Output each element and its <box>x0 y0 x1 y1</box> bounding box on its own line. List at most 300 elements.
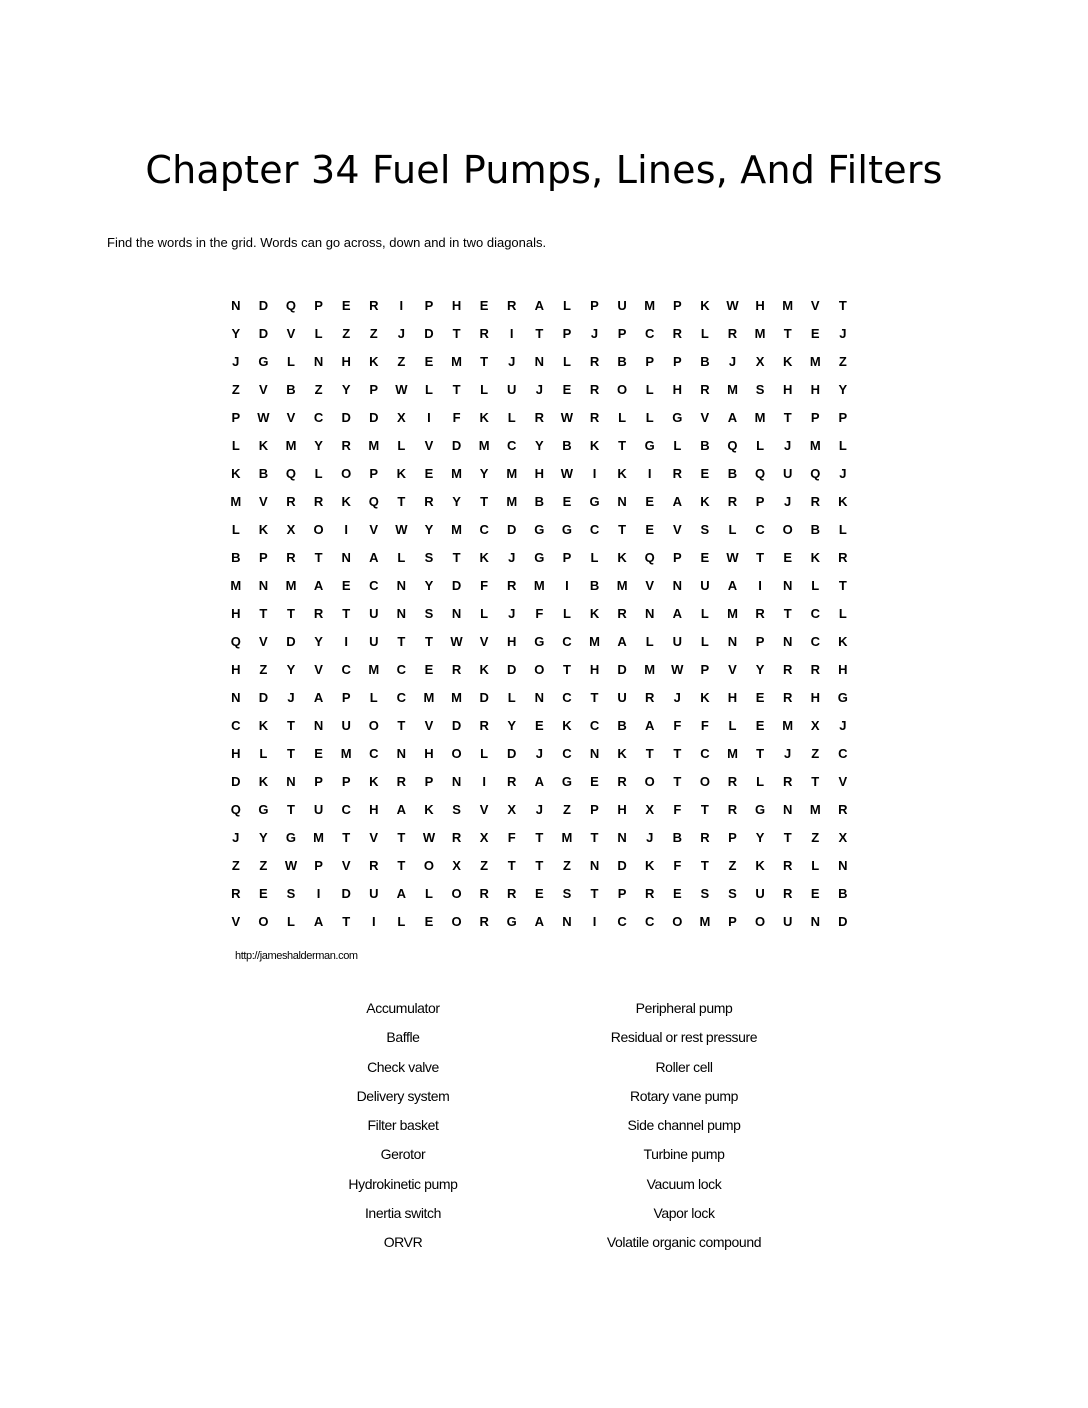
grid-letter: L <box>700 325 709 341</box>
grid-letter: E <box>314 745 323 761</box>
grid-letter: T <box>756 549 765 565</box>
grid-letter: N <box>396 605 407 621</box>
grid-letter: P <box>700 661 710 677</box>
word-list-item: Vapor lock <box>653 1205 715 1222</box>
grid-letter: A <box>313 913 324 929</box>
grid-letter: N <box>286 773 296 789</box>
grid-letter: C <box>341 661 351 677</box>
grid-letter: E <box>783 549 792 565</box>
grid-letter: G <box>285 829 297 845</box>
grid-letter: R <box>672 325 682 341</box>
grid-letter: L <box>507 409 516 425</box>
grid-letter: I <box>758 577 762 593</box>
grid-letter: J <box>784 437 792 453</box>
grid-letter: Y <box>755 829 765 845</box>
grid-letter: A <box>727 577 738 593</box>
grid-letter: F <box>673 801 682 817</box>
grid-letter: T <box>535 325 544 341</box>
grid-letter: H <box>231 661 241 677</box>
grid-letter: M <box>699 913 711 929</box>
grid-letter: R <box>589 353 600 369</box>
grid-letter: Y <box>424 521 434 537</box>
grid-letter: G <box>755 801 766 817</box>
grid-letter: Z <box>728 857 737 873</box>
grid-letter: L <box>618 409 627 425</box>
grid-letter: N <box>231 689 241 705</box>
word-list-item: Residual or rest pressure <box>610 1029 758 1046</box>
word-list-item: Baffle <box>386 1029 420 1046</box>
grid-letter: P <box>424 297 434 313</box>
grid-letter: N <box>258 577 269 593</box>
grid-letter: R <box>286 493 296 509</box>
grid-letter: T <box>480 353 489 369</box>
grid-letter: H <box>451 297 462 313</box>
grid-letter: E <box>341 577 351 593</box>
grid-letter: B <box>727 465 738 481</box>
grid-letter: S <box>755 381 765 397</box>
grid-letter: K <box>700 297 710 313</box>
grid-letter: Z <box>397 353 406 369</box>
word-list-item: Gerotor <box>380 1146 426 1163</box>
grid-letter: L <box>838 437 847 453</box>
grid-letter: Q <box>285 297 297 313</box>
grid-letter: K <box>617 745 627 761</box>
grid-letter: U <box>369 885 379 901</box>
grid-letter: T <box>507 857 516 873</box>
grid-letter: J <box>397 325 405 341</box>
grid-letter: K <box>645 857 655 873</box>
grid-letter: K <box>755 857 765 873</box>
grid-letter: V <box>286 325 296 341</box>
grid-letter: O <box>258 913 269 929</box>
grid-letter: M <box>809 437 821 453</box>
grid-letter: R <box>479 885 489 901</box>
grid-letter: C <box>369 745 379 761</box>
grid-letter: H <box>231 745 241 761</box>
grid-letter: W <box>726 297 739 313</box>
grid-letter: T <box>452 381 461 397</box>
grid-letter: Q <box>230 801 241 817</box>
grid-letter: X <box>452 857 461 873</box>
grid-letter: Q <box>727 437 738 453</box>
grid-letter: Y <box>314 437 323 453</box>
grid-letter: M <box>451 521 462 537</box>
grid-letter: K <box>617 465 627 481</box>
grid-letter: T <box>783 325 792 341</box>
grid-letter: B <box>672 829 682 845</box>
grid-letter: I <box>565 577 569 593</box>
grid-letter: T <box>590 885 599 901</box>
grid-letter: H <box>424 745 434 761</box>
grid-letter: A <box>534 297 545 313</box>
grid-letter: M <box>285 437 297 453</box>
grid-letter: P <box>424 773 434 789</box>
grid-letter: N <box>838 857 848 873</box>
grid-letter: Z <box>480 857 489 873</box>
grid-letter: T <box>480 493 489 509</box>
grid-letter: S <box>286 885 296 901</box>
grid-letter: H <box>589 661 600 677</box>
word-list-item: Volatile organic compound <box>606 1234 762 1251</box>
grid-letter: M <box>644 297 656 313</box>
grid-letter: R <box>451 661 462 677</box>
grid-letter: L <box>287 913 295 929</box>
grid-letter: T <box>618 437 627 453</box>
grid-letter: C <box>396 661 407 677</box>
grid-letter: L <box>397 437 406 453</box>
grid-letter: J <box>508 605 516 621</box>
grid-letter: P <box>590 801 599 817</box>
grid-letter: R <box>451 829 462 845</box>
grid-letter: R <box>810 661 820 677</box>
grid-letter: E <box>534 885 544 901</box>
grid-letter: Y <box>507 717 517 733</box>
grid-letter: R <box>645 689 655 705</box>
grid-letter: M <box>506 493 518 509</box>
grid-letter: J <box>232 829 240 845</box>
grid-letter: O <box>755 913 766 929</box>
grid-letter: N <box>313 353 324 369</box>
grid-letter: K <box>617 549 627 565</box>
grid-letter: V <box>700 409 710 425</box>
grid-letter: M <box>368 661 380 677</box>
grid-letter: O <box>313 521 324 537</box>
grid-letter: T <box>259 605 268 621</box>
grid-letter: V <box>479 801 489 817</box>
grid-letter: F <box>480 577 489 593</box>
grid-letter: A <box>672 493 682 509</box>
grid-letter: I <box>427 409 431 425</box>
grid-letter: Z <box>838 353 847 369</box>
grid-letter: T <box>397 493 406 509</box>
grid-letter: K <box>810 549 820 565</box>
grid-letter: H <box>782 381 793 397</box>
grid-letter: E <box>700 465 710 481</box>
grid-letter: Q <box>755 465 766 481</box>
grid-letter: L <box>562 605 571 621</box>
grid-letter: Z <box>811 829 820 845</box>
grid-letter: P <box>645 353 655 369</box>
grid-letter: S <box>424 549 434 565</box>
grid-letter: T <box>397 829 406 845</box>
grid-letter: M <box>451 353 462 369</box>
grid-letter: R <box>782 885 793 901</box>
grid-letter: T <box>397 857 406 873</box>
grid-letter: A <box>534 773 545 789</box>
grid-letter: C <box>479 521 489 537</box>
grid-letter: X <box>838 829 848 845</box>
grid-letter: U <box>782 465 793 481</box>
grid-letter: V <box>369 521 379 537</box>
grid-letter: T <box>287 801 295 817</box>
grid-letter: C <box>810 605 820 621</box>
grid-letter: M <box>782 717 794 733</box>
grid-letter: L <box>397 549 406 565</box>
grid-letter: T <box>424 633 433 649</box>
word-list-item: Rotary vane pump <box>630 1087 738 1104</box>
grid-letter: E <box>700 549 710 565</box>
grid-letter: Y <box>424 577 434 593</box>
grid-letter: T <box>590 689 599 705</box>
grid-letter: R <box>782 857 793 873</box>
grid-letter: A <box>313 577 324 593</box>
grid-letter: V <box>424 437 434 453</box>
grid-letter: V <box>672 521 682 537</box>
grid-letter: T <box>645 745 654 761</box>
grid-letter: M <box>340 745 352 761</box>
grid-letter: P <box>755 633 765 649</box>
grid-letter: E <box>341 297 351 313</box>
grid-letter: E <box>810 325 820 341</box>
grid-letter: K <box>838 493 848 509</box>
grid-letter: P <box>562 325 572 341</box>
grid-letter: T <box>397 717 406 733</box>
grid-letter: U <box>782 913 793 929</box>
grid-letter: X <box>286 521 296 537</box>
grid-letter: R <box>727 801 738 817</box>
grid-letter: Z <box>259 857 268 873</box>
grid-letter: E <box>672 885 682 901</box>
grid-letter: M <box>727 381 738 397</box>
grid-letter: K <box>479 409 489 425</box>
grid-letter: C <box>589 521 600 537</box>
grid-letter: R <box>589 409 600 425</box>
grid-letter: Z <box>562 801 571 817</box>
grid-letter: K <box>231 465 241 481</box>
grid-letter: R <box>369 297 379 313</box>
grid-letter: M <box>754 325 766 341</box>
grid-letter: N <box>396 745 407 761</box>
grid-letter: L <box>728 717 737 733</box>
grid-letter: J <box>784 493 792 509</box>
word-list-item: Inertia switch <box>364 1205 442 1222</box>
grid-letter: C <box>562 745 572 761</box>
grid-letter: D <box>838 913 848 929</box>
grid-letter: Y <box>314 633 323 649</box>
grid-letter: N <box>645 605 655 621</box>
grid-letter: M <box>809 353 821 369</box>
grid-letter: D <box>341 409 351 425</box>
grid-letter: E <box>424 465 434 481</box>
grid-letter: F <box>700 717 709 733</box>
grid-letter: F <box>507 829 516 845</box>
grid-letter: D <box>617 661 627 677</box>
grid-letter: P <box>617 325 627 341</box>
grid-letter: G <box>506 913 517 929</box>
grid-letter: R <box>231 885 241 901</box>
grid-letter: T <box>811 773 820 789</box>
grid-letter: X <box>645 801 655 817</box>
grid-letter: L <box>590 549 599 565</box>
grid-letter: Z <box>259 661 268 677</box>
grid-letter: A <box>396 885 407 901</box>
grid-letter: G <box>644 437 655 453</box>
grid-letter: R <box>534 409 545 425</box>
grid-letter: T <box>342 605 351 621</box>
grid-letter: R <box>810 493 820 509</box>
grid-letter: M <box>644 661 656 677</box>
grid-letter: M <box>230 577 242 593</box>
word-list-item: Delivery system <box>356 1087 450 1104</box>
grid-letter: X <box>810 717 820 733</box>
grid-letter: Q <box>644 549 655 565</box>
grid-letter: E <box>562 381 572 397</box>
grid-letter: Y <box>452 493 461 509</box>
grid-letter: J <box>839 325 847 341</box>
grid-letter: V <box>259 493 268 509</box>
grid-letter: B <box>562 437 572 453</box>
grid-letter: T <box>314 549 323 565</box>
grid-letter: Y <box>341 381 351 397</box>
grid-letter: T <box>342 913 351 929</box>
grid-letter: E <box>479 297 489 313</box>
grid-letter: T <box>535 829 544 845</box>
grid-letter: V <box>259 633 268 649</box>
grid-letter: Y <box>286 661 296 677</box>
grid-letter: H <box>231 605 241 621</box>
grid-letter: R <box>617 773 627 789</box>
grid-letter: V <box>424 717 434 733</box>
grid-letter: R <box>479 325 489 341</box>
grid-letter: Z <box>314 381 323 397</box>
grid-letter: B <box>700 437 710 453</box>
grid-letter: L <box>424 885 433 901</box>
grid-letter: C <box>313 409 324 425</box>
grid-letter: P <box>562 549 572 565</box>
grid-letter: K <box>369 773 379 789</box>
grid-letter: S <box>452 801 461 817</box>
grid-letter: K <box>396 465 407 481</box>
word-list-item: ORVR <box>383 1234 423 1251</box>
grid-letter: K <box>700 493 710 509</box>
grid-letter: K <box>258 521 269 537</box>
grid-letter: G <box>258 353 269 369</box>
grid-letter: R <box>755 605 765 621</box>
grid-letter: A <box>617 633 627 649</box>
grid-letter: S <box>700 885 710 901</box>
grid-letter: P <box>810 409 820 425</box>
grid-letter: Z <box>562 857 571 873</box>
page-title: Chapter 34 Fuel Pumps, Lines, And Filters <box>145 148 943 192</box>
grid-letter: K <box>424 801 434 817</box>
grid-letter: M <box>727 605 738 621</box>
grid-letter: L <box>397 913 406 929</box>
grid-letter: L <box>673 437 682 453</box>
grid-letter: W <box>395 381 408 397</box>
grid-letter: Y <box>755 661 765 677</box>
grid-letter: R <box>700 829 710 845</box>
grid-letter: R <box>313 605 324 621</box>
grid-letter: T <box>700 857 709 873</box>
grid-letter: L <box>700 605 709 621</box>
grid-letter: T <box>673 745 682 761</box>
grid-letter: E <box>259 885 268 901</box>
grid-letter: C <box>700 745 710 761</box>
grid-letter: K <box>838 633 848 649</box>
grid-letter: K <box>700 689 710 705</box>
grid-letter: B <box>258 465 269 481</box>
grid-letter: O <box>534 661 545 677</box>
grid-letter: N <box>396 577 407 593</box>
grid-letter: W <box>422 829 436 845</box>
grid-letter: E <box>562 493 572 509</box>
grid-letter: I <box>592 465 597 481</box>
grid-letter: D <box>231 773 241 789</box>
grid-letter: I <box>482 773 486 789</box>
grid-letter: B <box>810 521 820 537</box>
grid-letter: U <box>369 605 379 621</box>
grid-letter: L <box>562 297 571 313</box>
grid-letter: T <box>838 297 847 313</box>
grid-letter: O <box>644 773 655 789</box>
grid-letter: O <box>672 913 683 929</box>
grid-letter: I <box>592 913 597 929</box>
word-list-item: Accumulator <box>366 1000 440 1016</box>
grid-letter: T <box>783 605 792 621</box>
grid-letter: O <box>368 717 379 733</box>
grid-letter: P <box>728 829 737 845</box>
grid-letter: Z <box>231 381 240 397</box>
grid-letter: L <box>728 521 737 537</box>
grid-letter: C <box>231 717 241 733</box>
grid-letter: R <box>645 885 655 901</box>
grid-letter: M <box>809 801 821 817</box>
grid-letter: X <box>507 801 517 817</box>
grid-letter: A <box>313 689 324 705</box>
grid-letter: O <box>782 521 793 537</box>
grid-letter: P <box>590 297 599 313</box>
grid-letter: L <box>369 689 378 705</box>
word-list-item: Check valve <box>367 1058 439 1075</box>
grid-letter: O <box>451 913 462 929</box>
grid-letter: W <box>257 409 270 425</box>
grid-letter: L <box>645 633 654 649</box>
grid-letter: T <box>756 745 765 761</box>
grid-letter: V <box>369 829 379 845</box>
grid-letter: C <box>562 689 572 705</box>
grid-letter: U <box>755 885 765 901</box>
grid-letter: L <box>838 605 847 621</box>
grid-letter: M <box>754 409 766 425</box>
grid-letter: U <box>617 297 627 313</box>
grid-letter: M <box>589 633 600 649</box>
grid-letter: R <box>700 381 710 397</box>
grid-letter: D <box>451 717 462 733</box>
grid-letter: E <box>590 773 599 789</box>
grid-letter: I <box>647 465 652 481</box>
grid-letter: H <box>617 801 627 817</box>
source-url: http://jameshalderman.com <box>235 950 358 962</box>
grid-letter: P <box>617 885 627 901</box>
grid-letter: A <box>534 913 545 929</box>
grid-letter: R <box>727 325 738 341</box>
grid-letter: R <box>369 857 379 873</box>
grid-letter: R <box>727 493 738 509</box>
grid-letter: V <box>259 381 268 397</box>
grid-letter: D <box>258 689 269 705</box>
grid-letter: V <box>810 297 820 313</box>
grid-letter: R <box>617 605 627 621</box>
grid-letter: R <box>479 913 489 929</box>
grid-letter: V <box>645 577 655 593</box>
grid-letter: C <box>396 689 407 705</box>
grid-letter: R <box>507 885 517 901</box>
grid-letter: H <box>727 689 738 705</box>
grid-letter: T <box>838 577 847 593</box>
grid-letter: T <box>287 605 295 621</box>
grid-letter: K <box>479 549 489 565</box>
grid-letter: A <box>645 717 655 733</box>
